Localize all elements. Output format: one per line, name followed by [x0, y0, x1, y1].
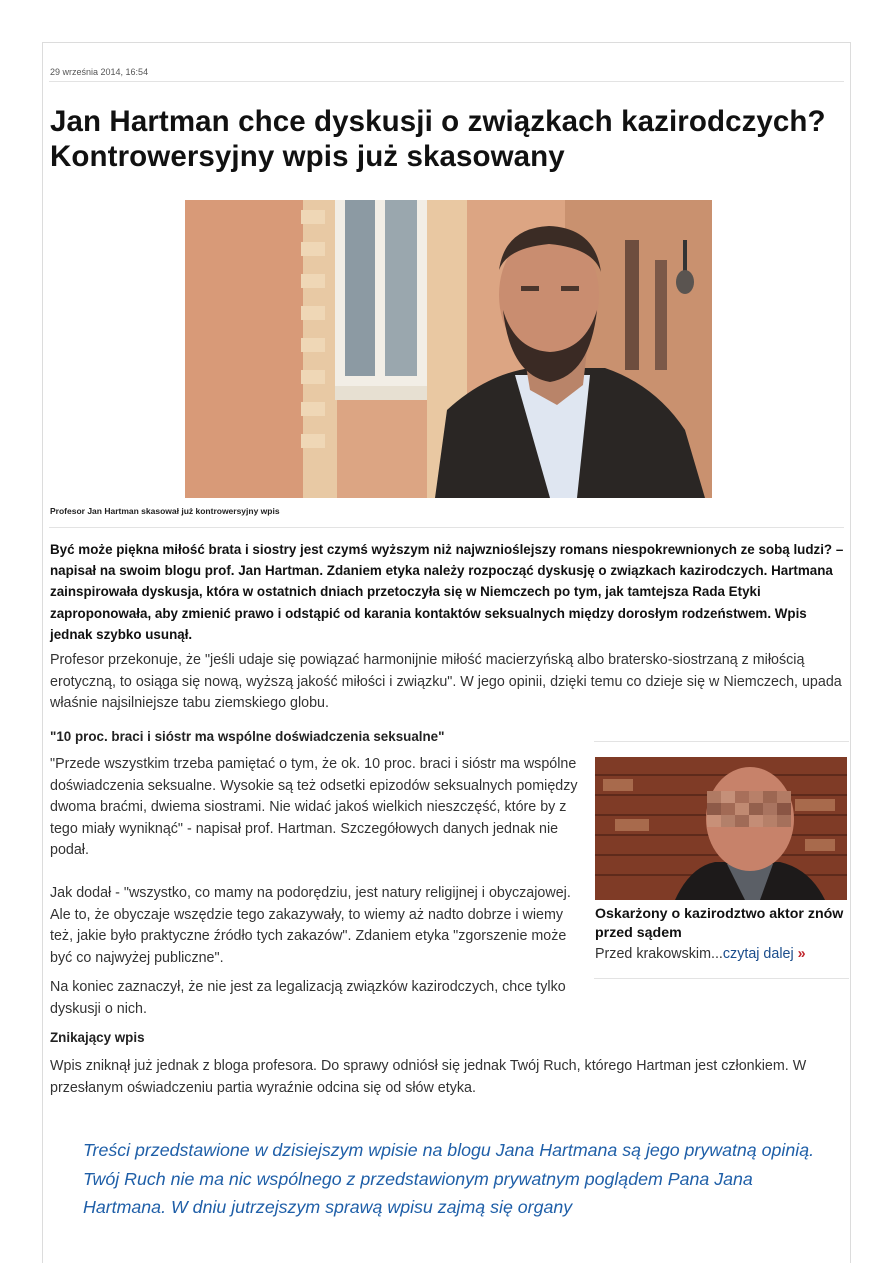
paragraph: Jak dodał - "wszystko, co mamy na podorędziu, jest natury religijnej i obyczajowej. Ale to, że obyczaje wszędzie tego zakazywały, to wiemy aż nadto dobrze i wiemy też, jakie było praktyczne źródło tych zakazów". Zdaniem etyka "zgorszenie może być co najwyżej publiczne".: [50, 885, 571, 966]
divider: [594, 978, 849, 979]
divider: [594, 741, 849, 742]
paragraph: Profesor przekonuje, że "jeśli udaje się powiązać harmonijnie miłość macierzyńską albo bratersko-siostrzaną z miłością erotyczną, to osiąga się nową, wyższą jakość miłości i związku". W jego opinii, dzięki temu co dzieje się w Niemczech, upada właśnie najsilniejsze tabu ziemskiego globu.: [50, 652, 842, 711]
related-article-box: [594, 741, 849, 962]
article-title: Jan Hartman chce dyskusji o związkach kazirodczych? Kontrowersyjny wpis już skasowany: [50, 105, 826, 173]
related-article-teaser: [595, 946, 806, 962]
blurred-face-photo-icon: [595, 757, 847, 900]
article-lead: Być może piękna miłość brata i siostry jest czymś wyższym niż najwznioślejszy romans niespokrewnionych ze sobą ludzi? – napisał na swoim blogu prof. Jan Hartman. Zdaniem etyka należy rozpocząć dyskusję o związkach kazirodczych. Hartmana zainspirowała dyskusja, która w ostatnich dniach przetoczyła się w Niemczech po tym, jak tamtejsza Rada Etyki zaproponowała, aby zmienić prawo i odstąpić od karania kontaktów seksualnych między dorosłym rodzeństwem. Wpis jednak szybko usunął.: [50, 542, 844, 642]
divider: [49, 527, 844, 528]
paragraph: "Przede wszystkim trzeba pamiętać o tym, że ok. 10 proc. braci i sióstr ma wspólne doświadczenia seksualne. Wysokie są też odsetki epizodów seksualnych pomiędzy dwoma braćmi, dwiema siostrami. Nie widać jakoś wielkich nieszczęść, które by z tego miały wyniknąć" - napisał prof. Hartman. Szczegółowych danych jednak nie podał.: [50, 756, 578, 858]
paragraph: Wpis zniknął już jednak z bloga profesora. Do sprawy odniósł się jednak Twój Ruch, którego Hartman jest członkiem. W przesłanym oświadczeniu partia wyraźnie odcina się od słów etyka.: [50, 1058, 807, 1096]
portrait-photo-icon: [185, 200, 712, 498]
paragraph: Na koniec zaznaczył, że nie jest za legalizacją związków kazirodczych, chce tylko dyskusji o nich.: [50, 979, 566, 1017]
article-date: 29 września 2014, 16:54: [50, 67, 149, 77]
party-statement-quote: Treści przedstawione w dzisiejszym wpisie na blogu Jana Hartmana są jego prywatną opinią. Twój Ruch nie ma nic wspólnego z przedstawionym prywatnym poglądem Pana Jana Hartmana. W dniu jutrzejszym sprawą wpisu zajmą się organy: [83, 1140, 815, 1217]
section-heading: Znikający wpis: [50, 1030, 145, 1045]
read-more-link[interactable]: czytaj dalej: [722, 946, 794, 962]
photo-caption: Profesor Jan Hartman skasował już kontrowersyjny wpis: [50, 506, 280, 516]
article-photo: [185, 200, 712, 498]
related-article-photo[interactable]: [595, 757, 847, 900]
chevron-right-icon[interactable]: »: [797, 946, 806, 962]
divider: [49, 81, 844, 82]
related-article-title[interactable]: Oskarżony o kazirodztwo aktor znów przed sądem: [595, 906, 844, 941]
teaser-text: Przed krakowskim...: [595, 946, 723, 962]
section-heading: "10 proc. braci i sióstr ma wspólne doświadczenia seksualne": [50, 729, 445, 744]
article-container: [42, 42, 851, 1263]
